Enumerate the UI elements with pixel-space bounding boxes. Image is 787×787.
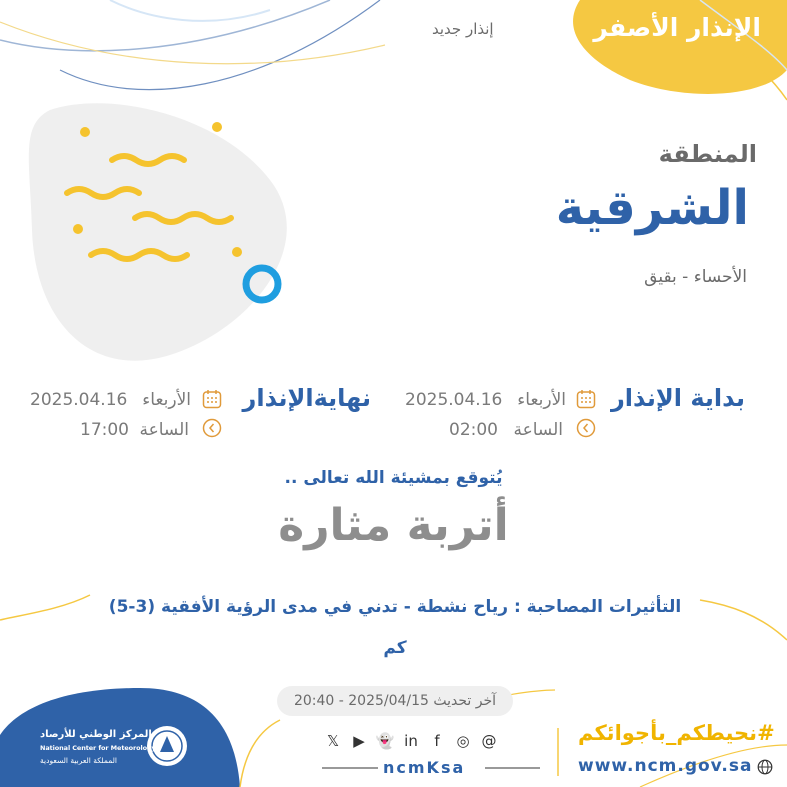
expectation-text: يُتوقع بمشيئة الله تعالى ..	[284, 468, 503, 488]
youtube-icon[interactable]: ▶	[353, 732, 365, 750]
last-update-badge: آخر تحديث 2025/04/15 - 20:40	[277, 686, 513, 716]
threads-icon[interactable]: @	[481, 732, 497, 750]
calendar-icon	[576, 389, 596, 409]
ncm-logo-arabic: المركز الوطني للأرصاد	[40, 729, 152, 740]
phenomenon-title: أتربة مثارة	[278, 500, 509, 551]
snapchat-icon[interactable]: 👻	[375, 732, 395, 750]
ncm-logo-country: المملكة العربية السعودية	[40, 756, 117, 765]
end-time: 17:00	[80, 420, 129, 440]
start-title: بداية الإنذار	[610, 384, 745, 412]
social-icons-row	[322, 730, 500, 752]
start-time: 02:00	[449, 420, 498, 440]
clock-icon	[576, 418, 596, 438]
globe-icon	[757, 759, 773, 775]
region-name: الشرقية	[555, 180, 749, 236]
end-time-label: الساعة	[139, 420, 189, 440]
sub-area: الأحساء - بقيق	[644, 267, 747, 287]
calendar-icon	[202, 389, 222, 409]
start-time-label: الساعة	[513, 420, 563, 440]
clock-icon	[202, 418, 222, 438]
effects-text: التأثيرات المصاحبة : رياح نشطة - تدني في مدى الرؤية الأفقية (3-5) كم	[108, 597, 682, 658]
linkedin-icon[interactable]: in	[404, 732, 418, 750]
end-day: الأربعاء	[142, 390, 191, 410]
social-handle[interactable]: ncmKsa	[383, 758, 466, 777]
x-icon[interactable]: 𝕏	[326, 732, 340, 750]
end-title: نهايةالإنذار	[242, 384, 371, 412]
hashtag: #نحيطكم_بأجوائكم	[578, 721, 775, 745]
region-label: المنطقة	[658, 140, 757, 168]
alert-level-title: الإنذار الأصفر	[593, 13, 761, 42]
new-alert-label: إنذار جديد	[432, 20, 494, 38]
website-link[interactable]: www.ncm.gov.sa	[578, 756, 753, 776]
facebook-icon[interactable]: f	[434, 732, 440, 750]
end-date: 2025.04.16	[30, 390, 128, 410]
ncm-logo-english: National Center for Meteorology	[40, 744, 156, 752]
start-date: 2025.04.16	[405, 390, 503, 410]
start-day: الأربعاء	[517, 390, 566, 410]
instagram-icon[interactable]: ◎	[456, 732, 470, 750]
